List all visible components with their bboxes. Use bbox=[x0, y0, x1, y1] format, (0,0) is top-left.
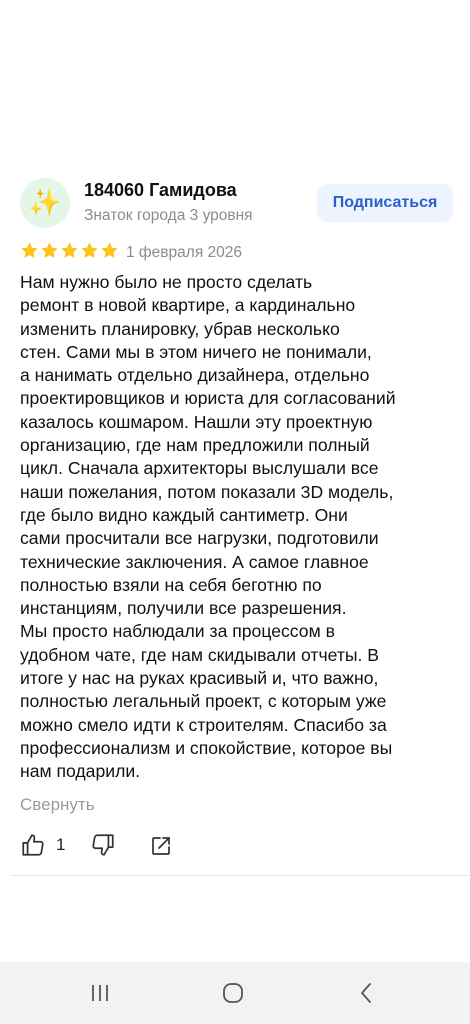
author-level: Знаток города 3 уровня bbox=[84, 207, 253, 224]
home-button[interactable] bbox=[219, 980, 247, 1006]
review-text-line: проектировщиков и юриста для согласований bbox=[20, 388, 396, 409]
review-text-line: изменить планировку, убрав несколько bbox=[20, 318, 340, 339]
review-text-line: казалось кошмаром. Нашли эту проектную bbox=[20, 411, 373, 432]
star-icon bbox=[40, 241, 59, 260]
back-icon bbox=[356, 981, 376, 1005]
star-icon bbox=[20, 241, 39, 260]
avatar[interactable] bbox=[20, 178, 70, 228]
review-text-line: организацию, где нам предложили полный bbox=[20, 435, 370, 456]
review-date: 1 февраля 2026 bbox=[126, 244, 243, 261]
share-icon bbox=[149, 834, 173, 858]
review-text-line: а нанимать отдельно дизайнера, отдельно bbox=[20, 365, 370, 386]
like-count: 1 bbox=[56, 835, 66, 854]
thumbs-up-icon bbox=[20, 832, 46, 858]
review-text-line: наши пожелания, потом показали 3D модель, bbox=[20, 481, 394, 502]
star-icon bbox=[60, 241, 79, 260]
home-icon bbox=[221, 981, 245, 1005]
subscribe-button[interactable]: Подписаться bbox=[317, 184, 453, 222]
share-button[interactable] bbox=[149, 834, 173, 863]
review-text-line: технические заключения. А самое главное bbox=[20, 551, 369, 572]
collapse-link[interactable]: Свернуть bbox=[20, 795, 95, 814]
system-nav-bar bbox=[0, 962, 470, 1024]
review-text-line: цикл. Сначала архитекторы выслушали все bbox=[20, 458, 379, 479]
divider bbox=[10, 875, 470, 876]
like-button[interactable] bbox=[20, 832, 65, 858]
thumbs-down-icon bbox=[90, 832, 116, 858]
review-text-line: стен. Сами мы в этом ничего не понимали, bbox=[20, 341, 372, 362]
review-text-line: сами просчитали все нагрузки, подготовили bbox=[20, 528, 379, 549]
back-button[interactable] bbox=[352, 980, 380, 1006]
recent-apps-icon bbox=[88, 982, 112, 1004]
review-text-line: Нам нужно было не просто сделать bbox=[20, 272, 313, 292]
review-text-line: где было видно каждый сантиметр. Они bbox=[20, 504, 348, 525]
sparkles-icon: ✨ bbox=[28, 188, 62, 218]
review-text-line: Мы просто наблюдали за процессом в bbox=[20, 621, 335, 642]
rating-stars bbox=[20, 241, 119, 260]
star-icon bbox=[100, 241, 119, 260]
dislike-button[interactable] bbox=[90, 832, 116, 863]
review-text-line: можно смело идти к строителям. Спасибо за bbox=[20, 714, 387, 735]
recent-apps-button[interactable] bbox=[86, 980, 114, 1006]
review-text-line: удобном чате, где нам скидывали отчеты. В bbox=[20, 644, 380, 665]
review-text bbox=[20, 271, 450, 784]
review-text-line: итоге у нас на руках красивый и, что важно, bbox=[20, 668, 379, 689]
review-text-line: полностью взяли на себя беготню по bbox=[20, 574, 322, 595]
author-name[interactable]: 184060 Гамидова bbox=[84, 180, 237, 200]
review-text-line: инстанциям, получили все разрешения. bbox=[20, 598, 347, 619]
star-icon bbox=[80, 241, 99, 260]
review-text-line: профессионализм и спокойствие, которое вы bbox=[20, 737, 393, 758]
review-text-line: ремонт в новой квартире, а кардинально bbox=[20, 295, 356, 316]
review-text-line: нам подарили. bbox=[20, 761, 141, 782]
review-text-line: полностью легальный проект, с которым уже bbox=[20, 691, 387, 712]
